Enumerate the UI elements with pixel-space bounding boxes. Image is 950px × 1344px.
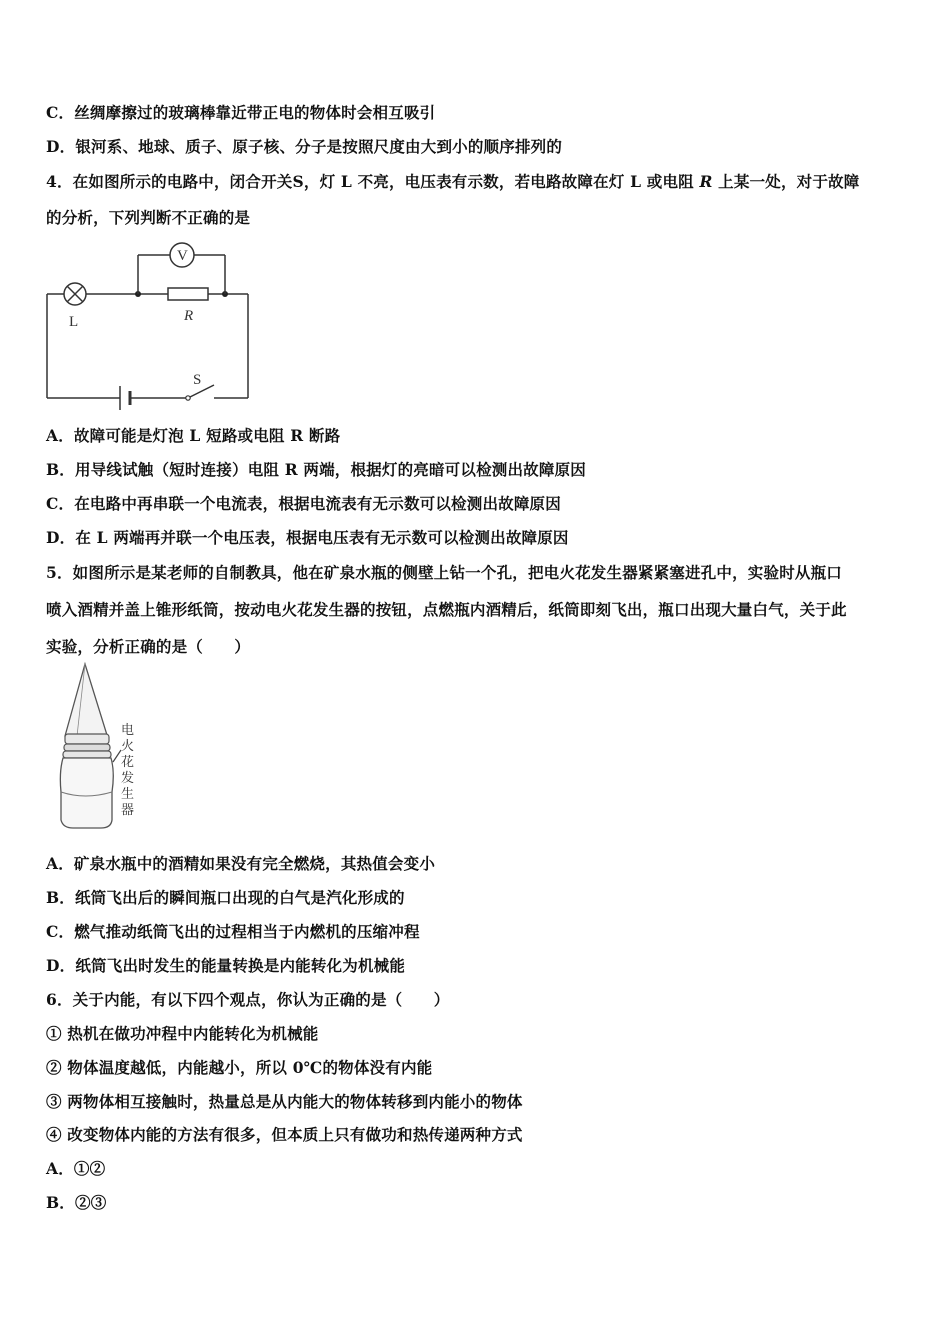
q6-statement-2: ② 物体温度越低，内能越小，所以 0℃的物体没有内能 — [46, 1058, 433, 1077]
bottle-neck-icon — [63, 734, 111, 758]
q5-option-c: C．燃气推动纸筒飞出的过程相当于内燃机的压缩冲程 — [46, 922, 420, 941]
q4-option-c: C．在电路中再串联一个电流表，根据电流表有无示数可以检测出故障原因 — [46, 494, 561, 513]
q5-option-d: D．纸筒飞出时发生的能量转换是内能转化为机械能 — [46, 956, 406, 975]
label-char-3: 花 — [121, 755, 135, 770]
circuit-diagram — [40, 240, 260, 415]
q6-option-a: A．①② — [46, 1159, 106, 1178]
label-char-4: 发 — [121, 771, 135, 786]
q6-statement-3: ③ 两物体相互接触时，热量总是从内能大的物体转移到内能小的物体 — [46, 1092, 523, 1111]
label-char-6: 器 — [121, 803, 135, 818]
q5-option-b: B．纸筒飞出后的瞬间瓶口出现的白气是汽化形成的 — [46, 888, 405, 907]
q5-option-a: A．矿泉水瓶中的酒精如果没有完全燃烧，其热值会变小 — [46, 854, 436, 873]
q4-stem-r: R — [699, 172, 713, 191]
q4-stem-line2: 的分析，下列判断不正确的是 — [46, 208, 251, 227]
q4-option-d: D．在 L 两端再并联一个电压表，根据电压表有无示数可以检测出故障原因 — [46, 528, 569, 547]
q6-stem: 6．关于内能，有以下四个观点，你认为正确的是（ ） — [46, 990, 450, 1009]
resistor-r-icon — [168, 288, 208, 300]
bottle-body-icon — [60, 758, 113, 828]
q5-stem-line3: 实验，分析正确的是（ ） — [46, 637, 251, 656]
lamp-l-icon — [64, 283, 86, 305]
q5-stem-line2: 喷入酒精并盖上锥形纸筒，按动电火花发生器的按钮，点燃瓶内酒精后，纸筒即刻飞出，瓶口出现大量白气，关于此 — [46, 600, 847, 619]
q3-option-c: C．丝绸摩擦过的玻璃棒靠近带正电的物体时会相互吸引 — [46, 103, 436, 122]
lamp-label: L — [69, 314, 79, 330]
q4-stem — [46, 170, 859, 192]
q4-option-a: A．故障可能是灯泡 L 短路或电阻 R 断路 — [46, 426, 341, 445]
voltmeter-label: V — [177, 248, 188, 264]
spark-generator-pointer — [113, 750, 121, 762]
q6-statement-4: ④ 改变物体内能的方法有很多，但本质上只有做功和热传递两种方式 — [46, 1125, 523, 1144]
label-char-2: 火 — [121, 739, 135, 754]
q6-statement-1: ① 热机在做功冲程中内能转化为机械能 — [46, 1024, 319, 1043]
battery-icon — [120, 386, 130, 410]
q4-stem-part2: 上某一处，对于故障 — [712, 172, 860, 191]
paper-cone-icon — [65, 664, 107, 738]
q4-option-b: B．用导线试触（短时连接）电阻 R 两端，根据灯的亮暗可以检测出故障原因 — [46, 460, 586, 479]
bottle-diagram — [55, 662, 155, 834]
q5-stem-line1: 5．如图所示是某老师的自制教具，他在矿泉水瓶的侧壁上钻一个孔，把电火花发生器紧紧塞进孔中，实验时从瓶口 — [46, 563, 842, 582]
label-char-1: 电 — [121, 723, 135, 738]
q4-stem-part1: 4．在如图所示的电路中，闭合开关S，灯 L 不亮，电压表有示数，若电路故障在灯 L 或电阻 — [46, 172, 700, 191]
switch-label: S — [193, 372, 202, 388]
label-char-5: 生 — [121, 787, 135, 802]
q3-option-d: D．银河系、地球、质子、原子核、分子是按照尺度由大到小的顺序排列的 — [46, 137, 563, 156]
q6-option-b: B．②③ — [46, 1193, 107, 1212]
resistor-label: R — [184, 308, 194, 324]
